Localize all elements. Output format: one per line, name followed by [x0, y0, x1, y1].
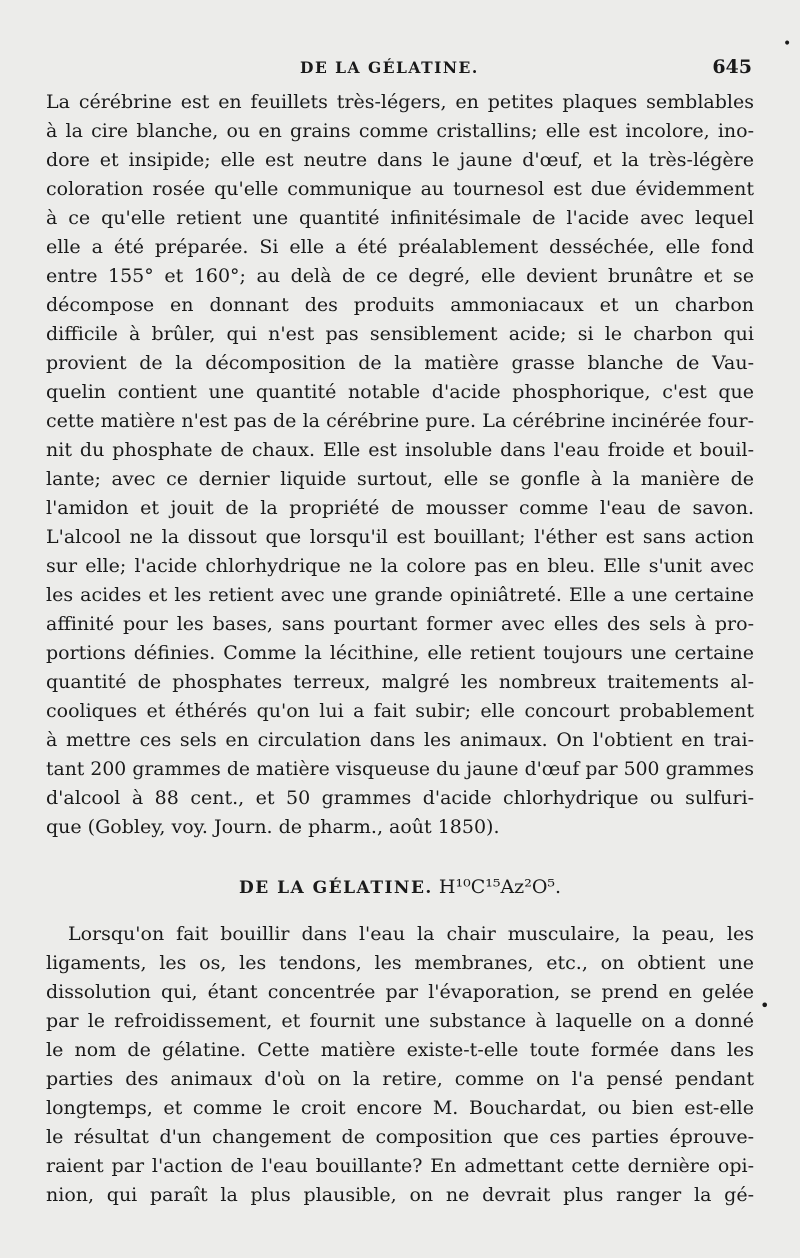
text-line: à la cire blanche, ou en grains comme cristallins; elle est incolore, ino-	[46, 120, 754, 142]
text-line: nit du phosphate de chaux. Elle est insoluble dans l'eau froide et bouil-	[46, 439, 754, 461]
text-line: dissolution qui, étant concentrée par l'évaporation, se prend en gelée	[46, 981, 754, 1003]
text-line: d'alcool à 88 cent., et 50 grammes d'acide chlorhydrique ou sulfuri-	[46, 787, 754, 809]
margin-dot: •	[783, 36, 792, 52]
text-line: les acides et les retient avec une grande opiniâtreté. Elle a une certaine	[46, 584, 754, 606]
text-line: ligaments, les os, les tendons, les membranes, etc., on obtient une	[46, 952, 754, 974]
text-line: La cérébrine est en feuillets très-légers, en petites plaques semblables	[46, 91, 754, 113]
text-line: dore et insipide; elle est neutre dans le jaune d'œuf, et la très-légère	[46, 149, 754, 171]
text-line: que (Gobley, voy. Journ. de pharm., août 1850).	[46, 816, 500, 838]
text-line: lante; avec ce dernier liquide surtout, elle se gonfle à la manière de	[46, 468, 754, 490]
text-line: elle a été préparée. Si elle a été préalablement desséchée, elle fond	[46, 236, 754, 258]
text-line: coloration rosée qu'elle communique au tournesol est due évidemment	[46, 178, 754, 200]
text-line: quantité de phosphates terreux, malgré les nombreux traitements al-	[46, 671, 754, 693]
text-line: raient par l'action de l'eau bouillante? En admettant cette dernière opi-	[46, 1155, 754, 1177]
text-line: nion, qui paraît la plus plausible, on ne devrait plus ranger la gé-	[46, 1184, 754, 1206]
text-line: l'amidon et jouit de la propriété de mousser comme l'eau de savon.	[46, 497, 754, 519]
text-line: sur elle; l'acide chlorhydrique ne la colore pas en bleu. Elle s'unit avec	[46, 555, 754, 577]
text-line: à ce qu'elle retient une quantité infinitésimale de l'acide avec lequel	[46, 207, 754, 229]
section-title: DE LA GÉLATINE.	[238, 878, 433, 898]
paragraph-cerebrine	[46, 88, 754, 842]
text-line: quelin contient une quantité notable d'acide phosphorique, c'est que	[46, 381, 754, 403]
chemical-formula: H¹⁰C¹⁵Az²O⁵.	[438, 876, 562, 898]
text-line: tant 200 grammes de matière visqueuse du jaune d'œuf par 500 grammes	[46, 759, 754, 780]
running-title: DE LA GÉLATINE.	[300, 58, 479, 77]
text-line: portions définies. Comme la lécithine, elle retient toujours une certaine	[46, 642, 754, 664]
text-line: le nom de gélatine. Cette matière existe-t-elle toute formée dans les	[46, 1039, 754, 1061]
text-line: affinité pour les bases, sans pourtant former avec elles des sels à pro-	[46, 613, 754, 635]
text-line: parties des animaux d'où on la retire, comme on l'a pensé pendant	[46, 1068, 754, 1090]
text-line: Lorsqu'on fait bouillir dans l'eau la chair musculaire, la peau, les	[68, 923, 754, 945]
text-line: cette matière n'est pas de la cérébrine pure. La cérébrine incinérée four-	[46, 410, 754, 432]
margin-dot: •	[760, 996, 770, 1015]
text-line: longtemps, et comme le croit encore M. Bouchardat, ou bien est-elle	[46, 1097, 754, 1119]
section-heading	[0, 874, 800, 901]
text-line: à mettre ces sels en circulation dans les animaux. On l'obtient en trai-	[46, 729, 754, 751]
page-number: 645	[712, 56, 752, 78]
text-line: provient de la décomposition de la matière grasse blanche de Vau-	[46, 352, 754, 374]
page-header	[46, 52, 754, 86]
text-line: entre 155° et 160°; au delà de ce degré, elle devient brunâtre et se	[46, 265, 754, 287]
paragraph-gelatine	[46, 920, 754, 1210]
text-line: L'alcool ne la dissout que lorsqu'il est bouillant; l'éther est sans action	[46, 526, 754, 548]
text-line: cooliques et éthérés qu'on lui a fait subir; elle concourt probablement	[46, 700, 754, 722]
text-line: difficile à brûler, qui n'est pas sensiblement acide; si le charbon qui	[46, 323, 754, 345]
text-line: le résultat d'un changement de composition que ces parties éprouve-	[46, 1126, 754, 1148]
text-line: décompose en donnant des produits ammoniacaux et un charbon	[46, 294, 754, 316]
text-line: par le refroidissement, et fournit une substance à laquelle on a donné	[46, 1010, 754, 1032]
